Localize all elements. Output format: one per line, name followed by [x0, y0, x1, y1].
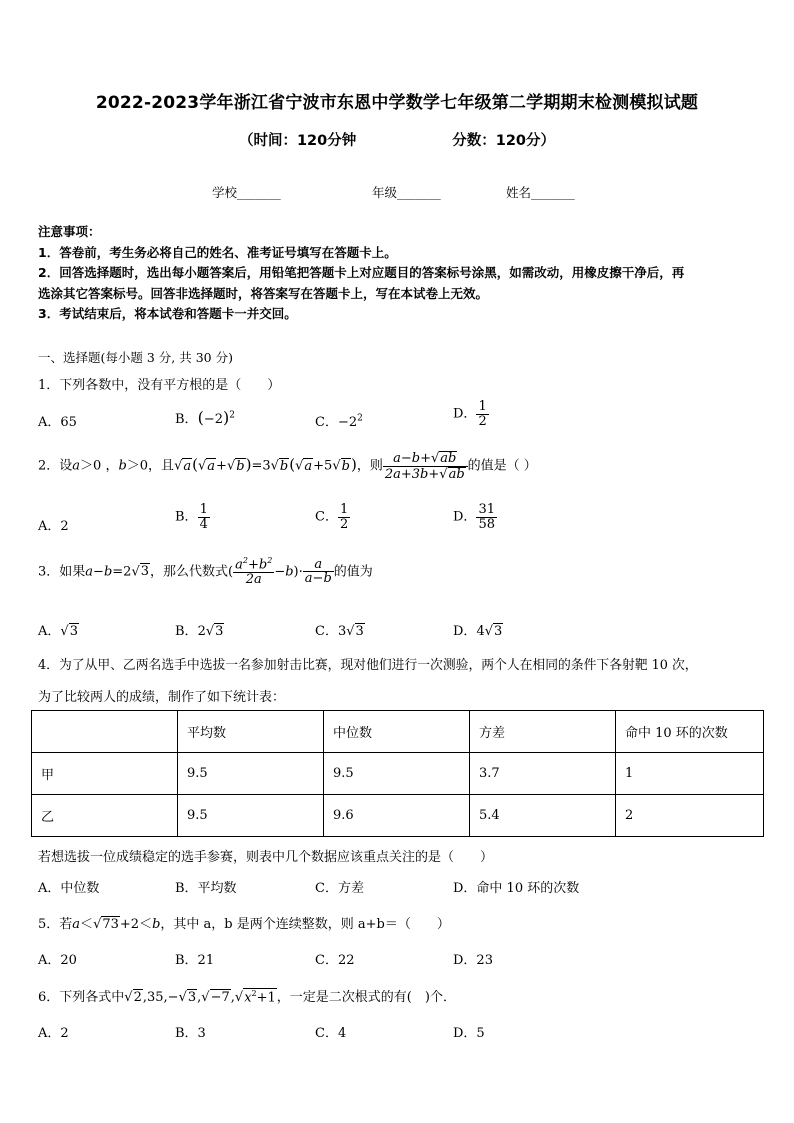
section-title: 一、选择题(每小题 3 分, 共 30 分): [38, 350, 233, 365]
table-row: [32, 795, 764, 837]
grade-field: 年级_______: [372, 185, 441, 200]
q2-option-a: A．2: [38, 519, 69, 534]
notes-heading: 注意事项：: [38, 224, 101, 239]
q2-option-d: D． $\frac{31}{58}$: [453, 502, 495, 532]
q6-option-d: D．5: [453, 1026, 485, 1041]
table-cell: 5.4: [470, 795, 616, 837]
note-item: 选涂其它答案标号。回答非选择题时，将答案写在答题卡上，写在本试卷上无效。: [38, 285, 489, 301]
q5-option-b: B．21: [175, 953, 215, 968]
table-header-cell: 方差: [470, 711, 616, 753]
table-cell: 9.5: [178, 753, 324, 795]
question-3-stem: 3．如果a−b=2√3，那么代数式( $\frac{a^2+b^2}{2a}$ −b)· $\frac{a}{a-b}$ 的值为: [38, 556, 373, 587]
q3-option-d: D．4√3: [453, 624, 503, 639]
stats-table: [31, 710, 764, 837]
q4-option-c: C．方差: [315, 881, 364, 896]
question-4-stem: 4．为了从甲、乙两名选手中选拔一名参加射击比赛，现对他们进行一次测验，两个人在相同的条件下各射靶 10 次，: [38, 658, 698, 673]
q1-option-c: C．$-2^2$: [315, 413, 363, 430]
subtitle: [0, 129, 794, 150]
q1-option-a: A．65: [38, 415, 77, 430]
q4-option-d: D．命中 10 环的次数: [453, 881, 580, 896]
table-row: [32, 753, 764, 795]
q5-option-a: A．20: [38, 953, 77, 968]
exam-score: 分数：120分）: [452, 133, 556, 149]
q3-option-c: C．3√3: [315, 624, 364, 639]
school-field: 学校_______: [212, 185, 281, 200]
q3-option-a: A．√3: [38, 624, 78, 639]
name-field: 姓名_______: [506, 185, 575, 200]
question-5-stem: 5．若a＜√73+2＜b，其中 a，b 是两个连续整数，则 a+b＝（ ）: [38, 917, 450, 932]
table-header-cell: 平均数: [178, 711, 324, 753]
note-item: 2．回答选择题时，选出每小题答案后，用铅笔把答题卡上对应题目的答案标号涂黑，如需改动，用橡皮擦干净后，再: [38, 265, 685, 280]
q5-option-d: D．23: [453, 953, 493, 968]
q4-option-b: B．平均数: [175, 881, 237, 896]
q1-option-d: D． $\frac{1}{2}$: [453, 399, 487, 429]
page-title: 2022-2023学年浙江省宁波市东恩中学数学七年级第二学期期末检测模拟试题: [95, 93, 699, 113]
q2-option-c: C． $\frac{1}{2}$: [315, 502, 349, 532]
table-cell: 2: [616, 795, 764, 837]
question-2-stem: 2．设a＞0 ，b＞0，且√a(√a+√b)=3√b(√a+5√b)，则 $\frac{a-b+√ab}{2a+3b+√ab}$ 的值是（ ）: [38, 451, 537, 482]
q2-option-b: B． $\frac{1}{4}$: [175, 502, 208, 532]
table-header-cell: [32, 711, 178, 753]
table-cell: 甲: [32, 753, 178, 795]
table-cell: 3.7: [470, 753, 616, 795]
notes-block: [38, 222, 760, 325]
note-item: 1．答卷前，考生务必将自己的姓名、准考证号填写在答题卡上。: [38, 244, 397, 260]
q1-option-b: B．$(-2)^2$: [175, 408, 235, 427]
table-cell: 9.6: [324, 795, 470, 837]
question-4-stem-3: 若想选拔一位成绩稳定的选手参赛，则表中几个数据应该重点关注的是（ ）: [38, 850, 494, 865]
table-header-row: [32, 711, 764, 753]
q3-option-b: B．2√3: [175, 624, 224, 639]
table-cell: 1: [616, 753, 764, 795]
q4-option-a: A．中位数: [38, 881, 100, 896]
q6-option-a: A．2: [38, 1026, 69, 1041]
q6-option-b: B．3: [175, 1026, 206, 1041]
question-1-stem: 1．下列各数中，没有平方根的是（ ）: [38, 378, 281, 393]
table-header-cell: 命中 10 环的次数: [616, 711, 764, 753]
note-item: 3．考试结束后，将本试卷和答题卡一并交回。: [38, 306, 297, 321]
table-cell: 9.5: [178, 795, 324, 837]
question-6-stem: 6．下列各式中$√2,35,-√3,√-7,√x^2+1$，一定是二次根式的有( )个．: [38, 988, 456, 1005]
table-cell: 9.5: [324, 753, 470, 795]
table-cell: 乙: [32, 795, 178, 837]
question-4-stem-2: 为了比较两人的成绩，制作了如下统计表：: [38, 690, 286, 705]
exam-time: （时间：120分钟: [238, 133, 357, 149]
q5-option-c: C．22: [315, 953, 355, 968]
table-header-cell: 中位数: [324, 711, 470, 753]
q6-option-c: C．4: [315, 1026, 347, 1041]
